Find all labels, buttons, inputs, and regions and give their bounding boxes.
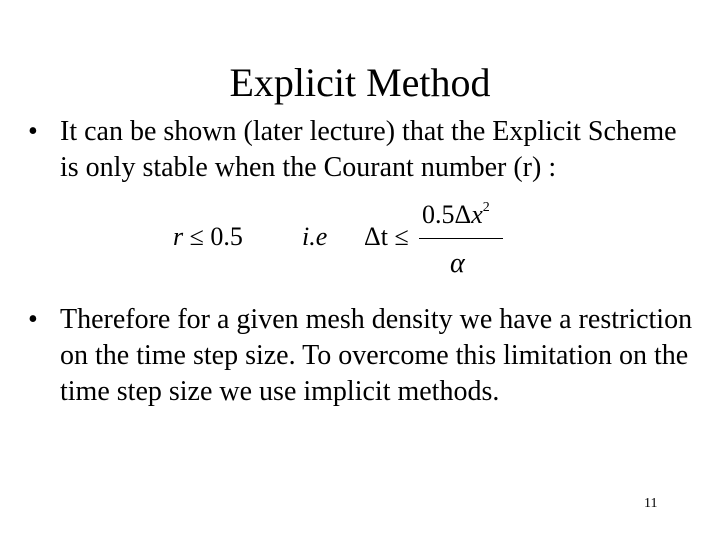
fraction-numerator — [422, 200, 490, 230]
numerator-coeff: 0.5Δ — [422, 200, 472, 229]
fraction-denominator — [450, 248, 465, 280]
bullet-item-restriction — [28, 302, 698, 410]
page-number: 11 — [644, 496, 658, 511]
numerator-variable: x — [471, 200, 483, 229]
courant-variable: r — [173, 222, 184, 251]
bullet-point: • — [28, 304, 38, 335]
fraction-bar — [419, 238, 503, 239]
bullet-point: • — [28, 116, 38, 147]
time-step-lhs: Δt ≤ — [364, 222, 409, 251]
courant-condition — [173, 222, 243, 252]
bullet-text: It can be shown (later lecture) that the Explicit Scheme is only stable when the Courant number (r) : — [60, 116, 677, 183]
slide-title: Explicit Method — [229, 60, 491, 105]
numerator-exponent: 2 — [482, 200, 490, 215]
ie-label: i.e — [302, 222, 328, 251]
bullet-item-stability — [28, 114, 698, 186]
ie-text — [302, 222, 327, 252]
alpha-symbol: α — [450, 248, 465, 279]
bullet-text: Therefore for a given mesh density we have a restriction on the time step size. To overcome this limitation on the time step size we use implicit methods. — [60, 304, 693, 407]
courant-inequality: ≤ 0.5 — [183, 222, 243, 251]
